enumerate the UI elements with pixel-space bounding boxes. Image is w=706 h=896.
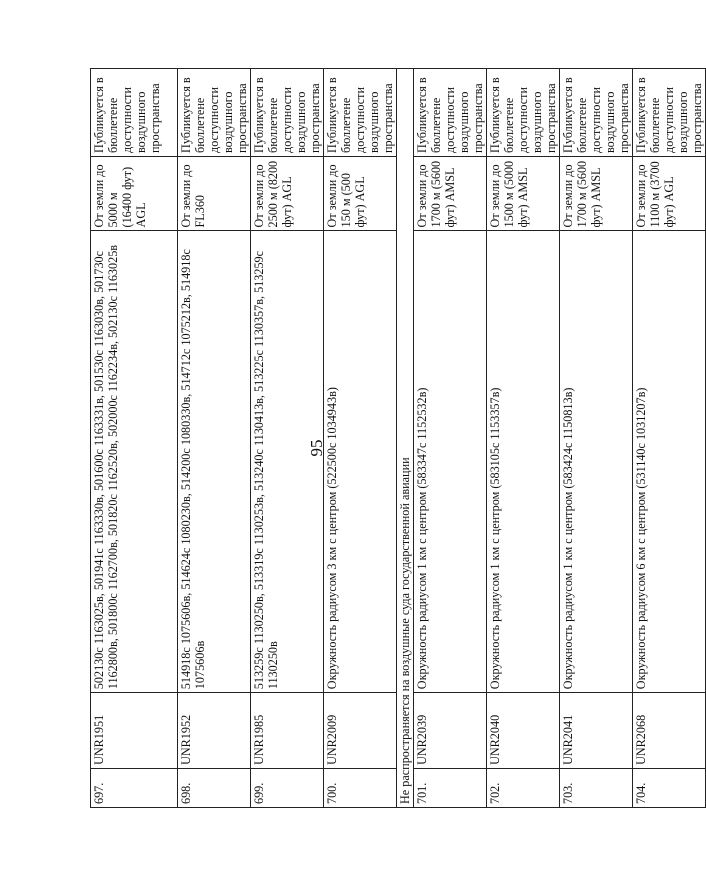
- zone-id: UNR2039: [414, 693, 487, 769]
- zone-publication: Публикуется в бюллетене доступности воздушного пространства: [178, 69, 251, 157]
- zone-boundary: Окружность радиусом 1 км с центром (583424с 1150813в): [560, 231, 633, 693]
- table-row: [324, 69, 397, 808]
- zone-id: UNR2068: [633, 693, 706, 769]
- zone-boundary: 514918с 1075606в, 514624с 1080230в, 514200с 1080330в, 514712с 1075212в, 514918с 1075606в: [178, 231, 251, 693]
- zone-publication: Публикуется в бюллетене доступности воздушного пространства: [324, 69, 397, 157]
- row-number: 697.: [91, 768, 178, 807]
- table-row: [251, 69, 324, 808]
- table-row: [178, 69, 251, 808]
- row-number: 702.: [487, 768, 560, 807]
- zone-id: UNR1951: [91, 693, 178, 769]
- zone-id: UNR2041: [560, 693, 633, 769]
- table-row: [487, 69, 560, 808]
- table-row: [560, 69, 633, 808]
- table-row: [633, 69, 706, 808]
- zone-publication: Публикуется в бюллетене доступности воздушного пространства: [487, 69, 560, 157]
- zone-boundary: Окружность радиусом 1 км с центром (583105с 1153357в): [487, 231, 560, 693]
- zone-publication: Публикуется в бюллетене доступности воздушного пространства: [91, 69, 178, 157]
- zone-boundary: Окружность радиусом 6 км с центром (531140с 1031207в): [633, 231, 706, 693]
- airspace-restrictions-table: [90, 68, 706, 808]
- zone-boundary: Окружность радиусом 3 км с центром (522500с 1034943в): [324, 231, 397, 693]
- zone-boundary: Окружность радиусом 1 км с центром (583347с 1152532в): [414, 231, 487, 693]
- row-number: 699.: [251, 768, 324, 807]
- zone-altitude: От земли до 1700 м (5600 фут) AMSL: [414, 156, 487, 231]
- zone-altitude: От земли до 5000 м (16400 фут) AGL: [91, 156, 178, 231]
- zone-altitude: От земли до 2500 м (8200 фут) AGL: [251, 156, 324, 231]
- zone-altitude: От земли до 1500 м (5000 фут) AMSL: [487, 156, 560, 231]
- zone-altitude: От земли до 150 м (500 фут) AGL: [324, 156, 397, 231]
- row-number: 704.: [633, 768, 706, 807]
- row-number: 700.: [324, 768, 397, 807]
- row-number: 698.: [178, 768, 251, 807]
- row-number: 701.: [414, 768, 487, 807]
- zone-altitude: От земли до FL360: [178, 156, 251, 231]
- rotated-table-container: [90, 68, 704, 808]
- section-row: [397, 69, 414, 808]
- zone-boundary: 502130с 1163025в, 501941с 1163330в, 501600с 1163331в, 501530с 1163030в, 501730с 1162800в, 501800с 1162700в, 501820с 1162520в, 502000с 1162234в, 502130с 1163025в: [91, 231, 178, 693]
- zone-id: UNR1985: [251, 693, 324, 769]
- zone-id: UNR2009: [324, 693, 397, 769]
- zone-publication: Публикуется в бюллетене доступности воздушного пространства: [414, 69, 487, 157]
- zone-altitude: От земли до 1100 м (3700 фут) AGL: [633, 156, 706, 231]
- table-row: [414, 69, 487, 808]
- section-note: Не распространяется на воздушные суда государственной авиации: [397, 69, 414, 808]
- row-number: 703.: [560, 768, 633, 807]
- zone-id: UNR2040: [487, 693, 560, 769]
- zone-id: UNR1952: [178, 693, 251, 769]
- zone-boundary: 513259с 1130250в, 513319с 1130253в, 513240с 1130413в, 513225с 1130357в, 513259с 1130250в: [251, 231, 324, 693]
- page-number: 95: [307, 439, 326, 457]
- table-row: [91, 69, 178, 808]
- zone-altitude: От земли до 1700 м (5600 фут) AMSL: [560, 156, 633, 231]
- zone-publication: Публикуется в бюллетене доступности воздушного пространства: [560, 69, 633, 157]
- zone-publication: Публикуется в бюллетене доступности воздушного пространства: [251, 69, 324, 157]
- zone-publication: Публикуется в бюллетене доступности воздушного пространства: [633, 69, 706, 157]
